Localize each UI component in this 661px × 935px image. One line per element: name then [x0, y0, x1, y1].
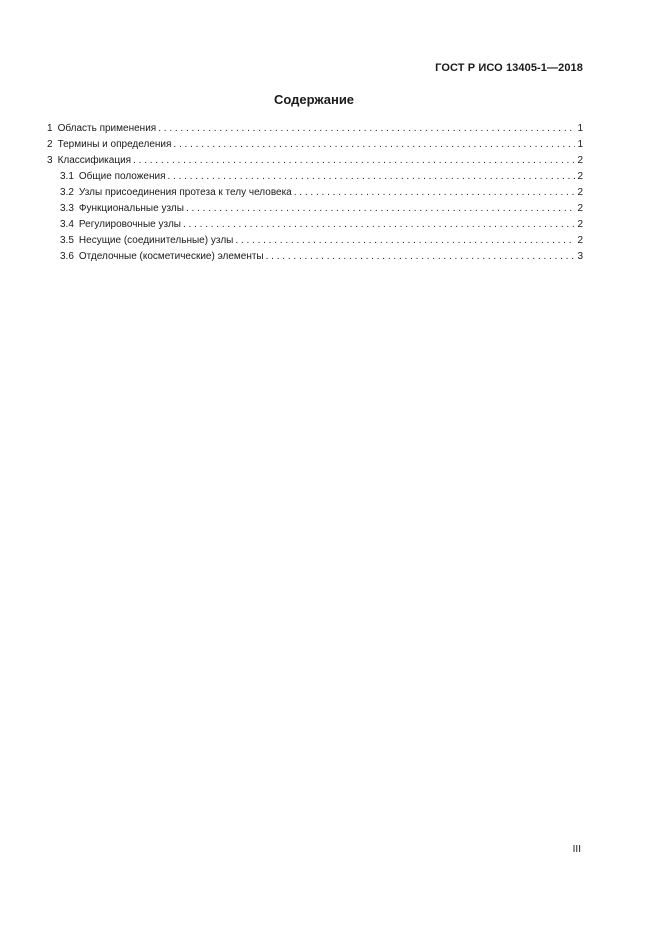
toc-dot-leader — [133, 153, 575, 169]
toc-entry-number: 1 — [47, 123, 53, 134]
table-of-contents — [47, 121, 583, 265]
toc-entry-3-2[interactable] — [47, 185, 583, 201]
toc-entry-number: 3.6 — [60, 251, 74, 262]
toc-entry-page: 2 — [577, 219, 583, 230]
toc-entry-3[interactable] — [47, 153, 583, 169]
document-code: ГОСТ Р ИСО 13405-1—2018 — [435, 62, 583, 74]
toc-entry-page: 3 — [577, 251, 583, 262]
toc-dot-leader — [294, 185, 576, 201]
toc-entry-label: Термины и определения — [57, 139, 172, 150]
toc-dot-leader — [266, 249, 576, 265]
toc-entry-number: 3.5 — [60, 235, 74, 246]
toc-entry-page: 2 — [577, 235, 583, 246]
toc-entry-label: Несущие (соединительные) узлы — [78, 235, 234, 246]
toc-entry-label: Регулировочные узлы — [78, 219, 181, 230]
toc-entry-label: Общие положения — [78, 171, 166, 182]
toc-entry-page: 2 — [577, 155, 583, 166]
toc-dot-leader — [158, 121, 575, 137]
toc-entry-number: 3.4 — [60, 219, 74, 230]
toc-entry-page: 1 — [577, 139, 583, 150]
page-number: III — [572, 844, 581, 855]
toc-entry-number: 3 — [47, 155, 53, 166]
toc-entry-page: 2 — [577, 187, 583, 198]
toc-entry-label: Отделочные (косметические) элементы — [78, 251, 264, 262]
toc-entry-3-6[interactable] — [47, 249, 583, 265]
toc-entry-page: 1 — [577, 123, 583, 134]
toc-dot-leader — [168, 169, 576, 185]
toc-entry-label: Функциональные узлы — [78, 203, 184, 214]
toc-entry-number: 3.2 — [60, 187, 74, 198]
toc-dot-leader — [186, 201, 575, 217]
toc-entry-3-5[interactable] — [47, 233, 583, 249]
toc-dot-leader — [235, 233, 575, 249]
toc-entry-1[interactable] — [47, 121, 583, 137]
toc-entry-number: 3.3 — [60, 203, 74, 214]
toc-entry-page: 2 — [577, 171, 583, 182]
toc-entry-number: 3.1 — [60, 171, 74, 182]
toc-entry-2[interactable] — [47, 137, 583, 153]
toc-dot-leader — [183, 217, 575, 233]
toc-entry-3-1[interactable] — [47, 169, 583, 185]
toc-entry-3-3[interactable] — [47, 201, 583, 217]
toc-entry-label: Область применения — [57, 123, 157, 134]
toc-entry-page: 2 — [577, 203, 583, 214]
toc-dot-leader — [173, 137, 575, 153]
toc-entry-3-4[interactable] — [47, 217, 583, 233]
toc-title: Содержание — [273, 92, 355, 107]
toc-entry-number: 2 — [47, 139, 53, 150]
toc-entry-label: Классификация — [57, 155, 132, 166]
toc-entry-label: Узлы присоединения протеза к телу человека — [78, 187, 292, 198]
